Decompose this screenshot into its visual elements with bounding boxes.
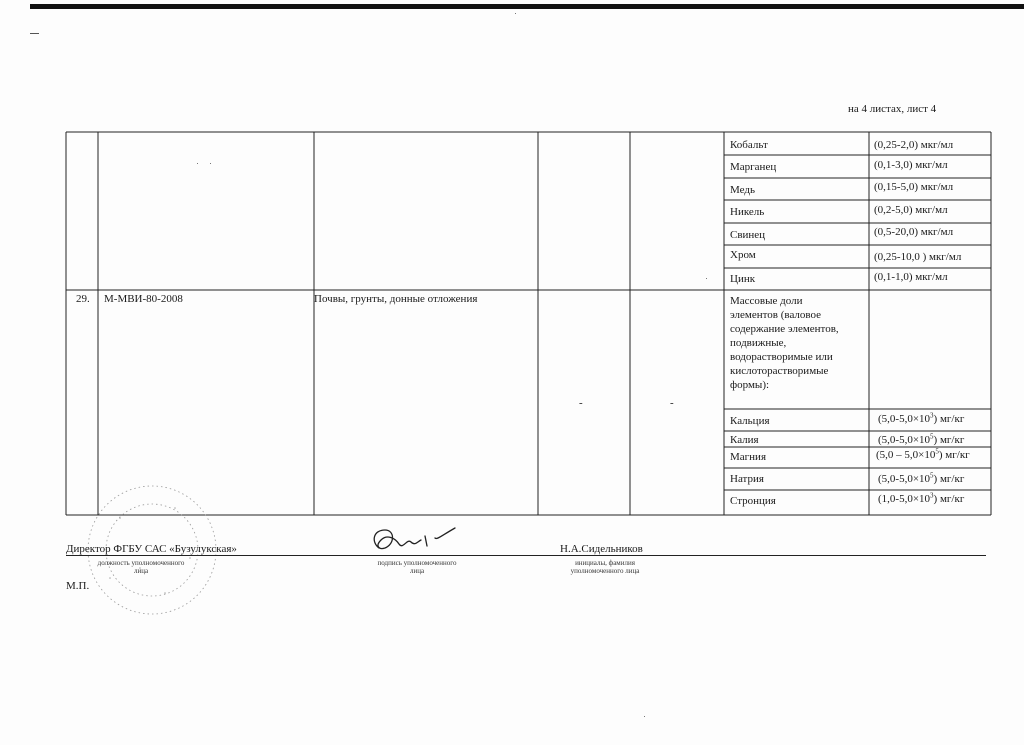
element-range: $(5,0 - 5,0\times 10^5)$ мг/кг (876, 447, 970, 461)
indicator-description (730, 294, 839, 392)
element-name: Хром (730, 249, 756, 261)
element-range: $(5,0-5,0\times 10^5)$ мг/кг (878, 432, 965, 446)
element-range: (0,25-2,0) мкг/мл (874, 139, 954, 151)
position-caption: должность уполномоченного лица (97, 559, 185, 575)
page-info: на 4 листах, лист 4 (848, 103, 937, 115)
element-range: (0,1-3,0) мкг/мл (874, 159, 948, 171)
element-name: Кальция (730, 415, 770, 427)
scan-speck (197, 163, 198, 164)
indicator-line: содержание элементов, (730, 323, 839, 335)
stamp-placeholder: М.П. (66, 580, 90, 592)
exponent: 5 (930, 471, 934, 480)
position-title: Директор ФГБУ САС «Бузулукская» (66, 543, 237, 555)
element-name: Свинец (730, 229, 766, 241)
handwritten-signature (365, 524, 465, 558)
test-object: Почвы, грунты, донные отложения (314, 293, 478, 305)
col-empty-dash: - (579, 397, 583, 409)
fullname-caption: инициалы, фамилия уполномоченного лица (570, 559, 640, 575)
signatory-fullname: Н.А.Сидельников (560, 543, 643, 555)
element-name: Магния (730, 451, 767, 463)
element-name: Калия (730, 434, 759, 446)
element-name: Стронция (730, 495, 776, 507)
element-range: (0,1-1,0) мкг/мл (874, 271, 948, 283)
scan-speck (515, 13, 516, 14)
element-range: (0,2-5,0) мкг/мл (874, 204, 948, 216)
element-name: Медь (730, 184, 755, 196)
element-name: Никель (730, 206, 765, 218)
scan-speck (210, 163, 211, 164)
element-range: (0,25-10,0 ) мкг/мл (874, 251, 962, 263)
indicator-line: формы): (730, 379, 770, 391)
element-name: Марганец (730, 161, 777, 173)
element-range: (0,15-5,0) мкг/мл (874, 181, 954, 193)
indicator-line: водорастворимые или (730, 351, 833, 363)
indicator-line: кислоторастворимые (730, 365, 829, 377)
element-name: Натрия (730, 473, 764, 485)
indicator-line: подвижные, (730, 337, 787, 349)
element-name: Кобальт (730, 139, 768, 151)
exponent: 3 (930, 491, 934, 500)
signature-line (66, 555, 986, 556)
exponent: 3 (930, 411, 934, 420)
row-number: 29. (76, 293, 90, 305)
indicator-line: элементов (валовое (730, 309, 822, 321)
element-range: $(5,0-5,0\times 10^5)$ мг/кг (878, 471, 965, 485)
element-range: (0,5-20,0) мкг/мл (874, 226, 954, 238)
signature-caption: подпись уполномоченного лица (377, 559, 457, 575)
method-code: М-МВИ-80-2008 (104, 293, 183, 305)
indicator-line: Массовые доли (730, 295, 803, 307)
exponent: 5 (930, 432, 934, 441)
exponent: 5 (935, 447, 939, 456)
scan-speck (706, 278, 707, 279)
col-empty-dash: - (670, 397, 674, 409)
scan-speck (644, 716, 645, 717)
element-range: $(1,0-5,0\times 10^3)$ мг/кг (878, 491, 965, 505)
element-range: $(5,0-5,0\times 10^3)$ мг/кг (878, 411, 965, 425)
element-name: Цинк (730, 273, 756, 285)
